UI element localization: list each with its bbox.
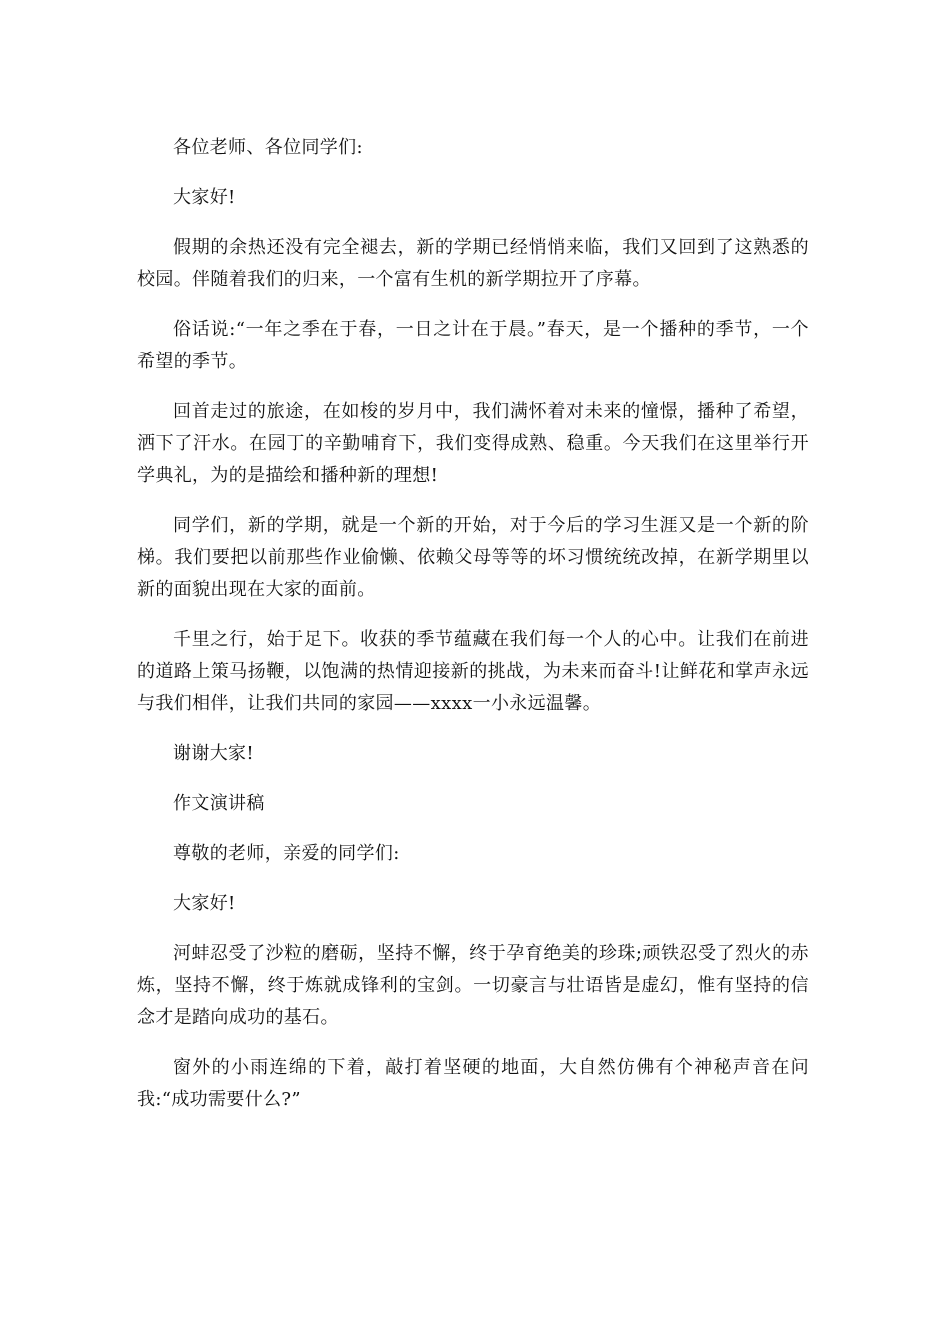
paragraph: 假期的余热还没有完全褪去，新的学期已经悄悄来临，我们又回到了这熟悉的校园。伴随着我们的归来，一个富有生机的新学期拉开了序幕。 [137, 237, 809, 290]
closing: 谢谢大家! [173, 743, 254, 764]
paragraph: 回首走过的旅途，在如梭的岁月中，我们满怀着对未来的憧憬，播种了希望，洒下了汗水。在园丁的辛勤哺育下，我们变得成熟、稳重。今天我们在这里举行开学典礼，为的是描绘和播种新的理想! [137, 401, 809, 486]
paragraph: 窗外的小雨连绵的下着，敲打着坚硬的地面，大自然仿佛有个神秘声音在问我:“成功需要什么?” [137, 1057, 809, 1110]
document-page [137, 132, 809, 1134]
salutation: 尊敬的老师，亲爱的同学们: [173, 843, 400, 864]
paragraph: 河蚌忍受了沙粒的磨砺，坚持不懈，终于孕育绝美的珍珠;顽铁忍受了烈火的赤炼，坚持不懈，终于炼就成锋利的宝剑。一切豪言与壮语皆是虚幻，惟有坚持的信念才是踏向成功的基石。 [137, 943, 809, 1028]
section-title: 作文演讲稿 [173, 793, 265, 814]
greeting: 大家好! [173, 187, 236, 208]
salutation: 各位老师、各位同学们: [173, 137, 363, 158]
greeting: 大家好! [173, 893, 236, 914]
paragraph: 千里之行，始于足下。收获的季节蕴藏在我们每一个人的心中。让我们在前进的道路上策马扬鞭，以饱满的热情迎接新的挑战，为未来而奋斗!让鲜花和掌声永远与我们相伴，让我们共同的家园——xxxx一小永远温馨。 [137, 629, 809, 714]
paragraph: 同学们，新的学期，就是一个新的开始，对于今后的学习生涯又是一个新的阶梯。我们要把以前那些作业偷懒、依赖父母等等的坏习惯统统改掉，在新学期里以新的面貌出现在大家的面前。 [137, 515, 809, 600]
paragraph: 俗话说:“一年之季在于春，一日之计在于晨。”春天，是一个播种的季节，一个希望的季节。 [137, 319, 809, 372]
